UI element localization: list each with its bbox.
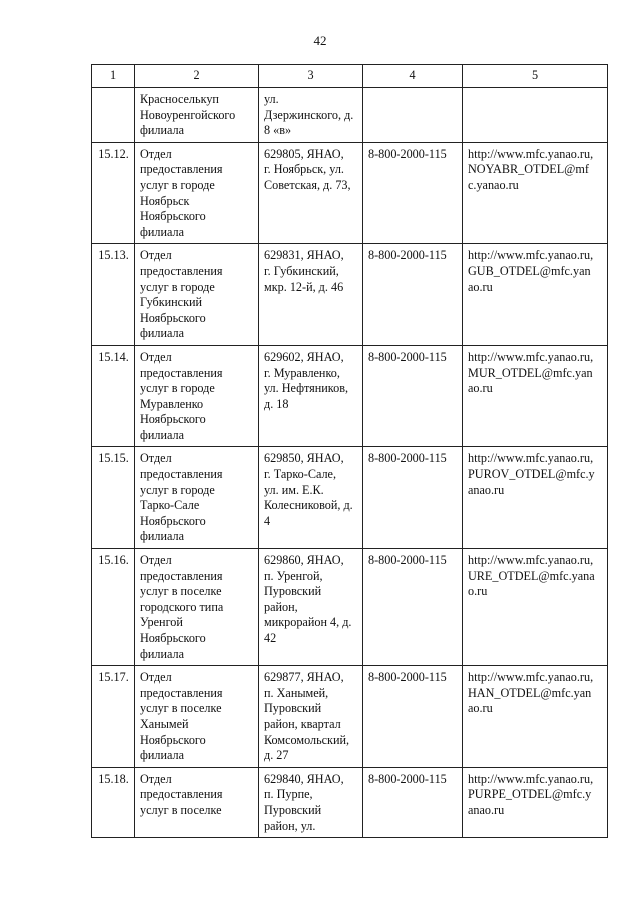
office-contacts: http://www.mfc.yanao.ru, MUR_OTDEL@mfc.yan ao.ru — [463, 345, 608, 447]
office-contacts: http://www.mfc.yanao.ru, PUROV_OTDEL@mfc.y anao.ru — [463, 447, 608, 549]
row-number: 15.18. — [92, 767, 135, 837]
office-name: Отдел предоставления услуг в поселке — [135, 767, 259, 837]
office-contacts: http://www.mfc.yanao.ru, PURPE_OTDEL@mfc.y anao.ru — [463, 767, 608, 837]
column-header: 3 — [259, 65, 363, 88]
row-number: 15.16. — [92, 549, 135, 666]
branch-table — [91, 64, 608, 838]
row-number: 15.15. — [92, 447, 135, 549]
table-header-row — [92, 65, 608, 88]
office-phone: 8-800-2000-115 — [363, 447, 463, 549]
office-name: Отдел предоставления услуг в городе Тарко-Сале Ноябрьского филиала — [135, 447, 259, 549]
column-header: 2 — [135, 65, 259, 88]
table-row — [92, 88, 608, 143]
table-row — [92, 549, 608, 666]
row-number: 15.14. — [92, 345, 135, 447]
office-address: 629860, ЯНАО, п. Уренгой, Пуровский район, микрорайон 4, д. 42 — [259, 549, 363, 666]
office-address: 629602, ЯНАО, г. Муравленко, ул. Нефтяников, д. 18 — [259, 345, 363, 447]
office-address: ул. Дзержинского, д. 8 «в» — [259, 88, 363, 143]
office-name: Красноселькуп Новоуренгойского филиала — [135, 88, 259, 143]
row-number: 15.12. — [92, 142, 135, 244]
row-number: 15.17. — [92, 666, 135, 768]
office-phone: 8-800-2000-115 — [363, 244, 463, 346]
office-address: 629877, ЯНАО, п. Ханымей, Пуровский район, квартал Комсомольский, д. 27 — [259, 666, 363, 768]
office-phone: 8-800-2000-115 — [363, 549, 463, 666]
office-phone: 8-800-2000-115 — [363, 142, 463, 244]
office-address: 629850, ЯНАО, г. Тарко-Сале, ул. им. Е.К. Колесниковой, д. 4 — [259, 447, 363, 549]
table-row — [92, 244, 608, 346]
column-header: 5 — [463, 65, 608, 88]
office-address: 629805, ЯНАО, г. Ноябрьск, ул. Советская, д. 73, — [259, 142, 363, 244]
office-phone: 8-800-2000-115 — [363, 666, 463, 768]
office-contacts — [463, 88, 608, 143]
office-name: Отдел предоставления услуг в городе Губкинский Ноябрьского филиала — [135, 244, 259, 346]
table-row — [92, 447, 608, 549]
office-address: 629840, ЯНАО, п. Пурпе, Пуровский район, ул. — [259, 767, 363, 837]
row-number — [92, 88, 135, 143]
office-contacts: http://www.mfc.yanao.ru, URE_OTDEL@mfc.yana o.ru — [463, 549, 608, 666]
office-address: 629831, ЯНАО, г. Губкинский, мкр. 12-й, д. 46 — [259, 244, 363, 346]
table-row — [92, 345, 608, 447]
office-contacts: http://www.mfc.yanao.ru, HAN_OTDEL@mfc.yan ao.ru — [463, 666, 608, 768]
office-phone: 8-800-2000-115 — [363, 345, 463, 447]
table-row — [92, 767, 608, 837]
column-header: 4 — [363, 65, 463, 88]
office-contacts: http://www.mfc.yanao.ru, NOYABR_OTDEL@mf c.yanao.ru — [463, 142, 608, 244]
page-number: 42 — [313, 33, 327, 48]
row-number: 15.13. — [92, 244, 135, 346]
column-header: 1 — [92, 65, 135, 88]
office-name: Отдел предоставления услуг в городе Муравленко Ноябрьского филиала — [135, 345, 259, 447]
office-phone: 8-800-2000-115 — [363, 767, 463, 837]
office-name: Отдел предоставления услуг в поселке городского типа Уренгой Ноябрьского филиала — [135, 549, 259, 666]
office-name: Отдел предоставления услуг в городе Ноябрьск Ноябрьского филиала — [135, 142, 259, 244]
office-phone — [363, 88, 463, 143]
office-name: Отдел предоставления услуг в поселке Ханымей Ноябрьского филиала — [135, 666, 259, 768]
table-row — [92, 142, 608, 244]
office-contacts: http://www.mfc.yanao.ru, GUB_OTDEL@mfc.yan ao.ru — [463, 244, 608, 346]
table-row — [92, 666, 608, 768]
